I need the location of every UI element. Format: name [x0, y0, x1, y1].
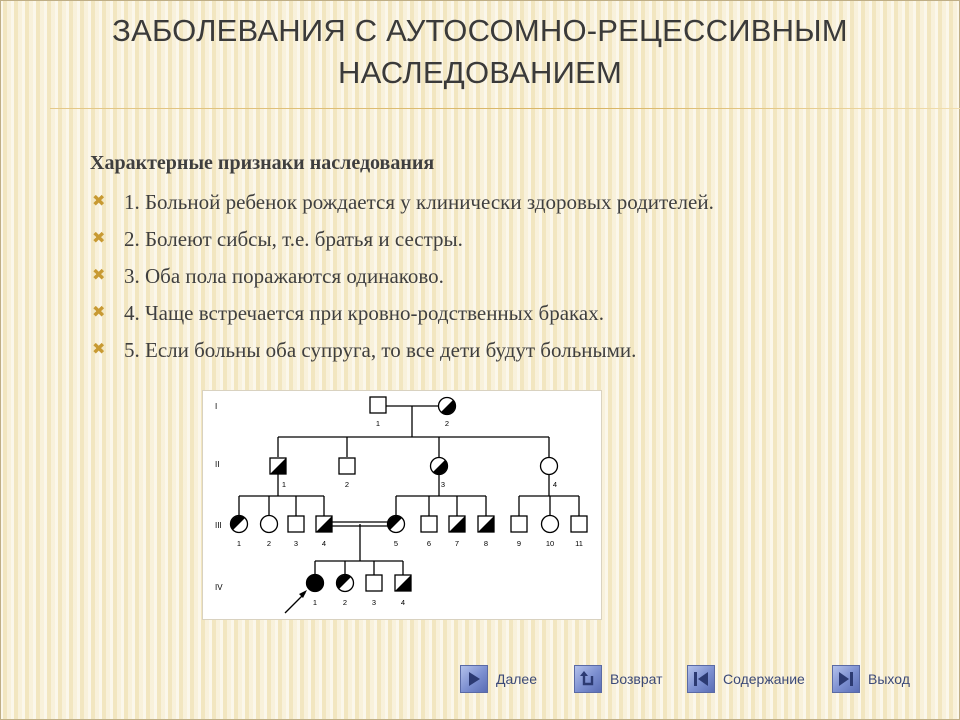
- star-bullet-icon: ✖: [92, 339, 106, 358]
- individual-number: 7: [454, 539, 460, 548]
- generation-label: IV: [215, 583, 223, 592]
- play-forward-icon[interactable]: [460, 665, 488, 693]
- female-unaffected: [541, 458, 558, 475]
- bullet-list: [90, 186, 714, 371]
- individual-number: 4: [321, 539, 327, 548]
- female-affected: [307, 575, 324, 592]
- individual-number: 4: [400, 598, 406, 607]
- individual-number: 2: [342, 598, 348, 607]
- nav-exit[interactable]: [832, 664, 910, 694]
- male-carrier: [395, 575, 411, 591]
- individual-number: 5: [393, 539, 399, 548]
- nav-exit-label[interactable]: Выход: [868, 671, 910, 687]
- list-item: ✖ 4. Чаще встречается при кровно-родственных браках.: [90, 297, 714, 334]
- individual-number: 1: [375, 419, 381, 428]
- male-carrier: [316, 516, 332, 532]
- nav-contents-label[interactable]: Содержание: [723, 671, 805, 687]
- list-item: ✖ 5. Если больны оба супруга, то все дети будут больными.: [90, 334, 714, 371]
- title-divider: [50, 108, 960, 109]
- slide-title: [60, 10, 900, 94]
- nav-next-label[interactable]: Далее: [496, 671, 538, 687]
- skip-to-end-icon[interactable]: [832, 665, 860, 693]
- generation-label: II: [215, 460, 220, 469]
- female-carrier: [337, 575, 354, 592]
- male-unaffected: [288, 516, 304, 532]
- nav-back-label[interactable]: Возврат: [610, 671, 663, 687]
- list-item: ✖ 3. Оба пола поражаются одинаково.: [90, 260, 714, 297]
- generation-label: III: [215, 521, 222, 530]
- section-heading: Характерные признаки наследования: [90, 152, 435, 174]
- female-carrier: [231, 516, 248, 533]
- individual-number: 3: [293, 539, 299, 548]
- list-item: ✖ 2. Болеют сибсы, т.е. братья и сестры.: [90, 223, 714, 260]
- male-unaffected: [571, 516, 587, 532]
- generation-label: I: [215, 402, 218, 411]
- title-line-1: ЗАБОЛЕВАНИЯ С АУТОСОМНО-РЕЦЕССИВНЫМ: [112, 13, 848, 48]
- pedigree-svg: [203, 391, 601, 619]
- individual-number: 1: [312, 598, 318, 607]
- title-line-2: НАСЛЕДОВАНИЕМ: [338, 55, 622, 90]
- star-bullet-icon: ✖: [92, 265, 106, 284]
- female-carrier: [431, 458, 448, 475]
- female-carrier: [439, 398, 456, 415]
- star-bullet-icon: ✖: [92, 191, 106, 210]
- male-unaffected: [339, 458, 355, 474]
- return-arrow-icon[interactable]: [574, 665, 602, 693]
- male-unaffected: [370, 397, 386, 413]
- male-unaffected: [366, 575, 382, 591]
- individual-number: 6: [426, 539, 432, 548]
- nav-contents[interactable]: [687, 664, 805, 694]
- pedigree-diagram: [202, 390, 602, 620]
- individual-number: 1: [236, 539, 242, 548]
- nav-next[interactable]: [460, 664, 537, 694]
- individual-number: 3: [371, 598, 377, 607]
- star-bullet-icon: ✖: [92, 302, 106, 321]
- individual-number: 4: [552, 480, 558, 489]
- male-carrier: [270, 458, 286, 474]
- individual-number: 1: [281, 480, 287, 489]
- skip-to-start-icon[interactable]: [687, 665, 715, 693]
- individual-number: 9: [516, 539, 522, 548]
- male-carrier: [478, 516, 494, 532]
- proband-arrow-icon: [285, 590, 307, 613]
- female-unaffected: [542, 516, 559, 533]
- individual-number: 8: [483, 539, 489, 548]
- individual-number: 3: [440, 480, 446, 489]
- male-unaffected: [421, 516, 437, 532]
- individual-number: 10: [545, 539, 555, 548]
- nav-back[interactable]: [574, 664, 663, 694]
- individual-number: 2: [266, 539, 272, 548]
- star-bullet-icon: ✖: [92, 228, 106, 247]
- list-item: ✖ 1. Больной ребенок рождается у клинически здоровых родителей.: [90, 186, 714, 223]
- female-unaffected: [261, 516, 278, 533]
- individual-number: 2: [444, 419, 450, 428]
- individual-number: 2: [344, 480, 350, 489]
- male-carrier: [449, 516, 465, 532]
- male-unaffected: [511, 516, 527, 532]
- individual-number: 11: [575, 539, 583, 548]
- female-carrier: [388, 516, 405, 533]
